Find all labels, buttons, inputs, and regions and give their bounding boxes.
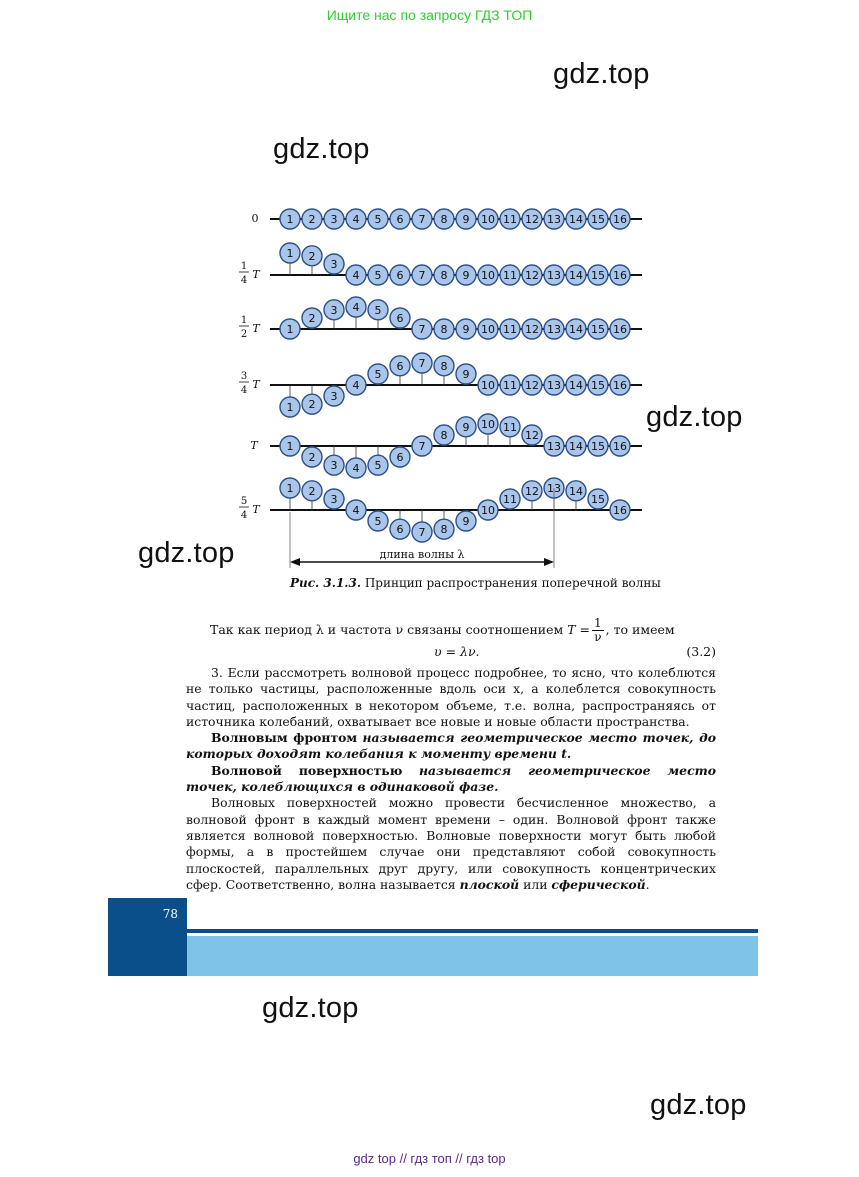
particle-label: 2 bbox=[308, 484, 316, 498]
row-label-symbol: T bbox=[252, 322, 260, 335]
particle-label: 13 bbox=[547, 440, 561, 453]
particle-label: 16 bbox=[613, 213, 627, 226]
particle-label: 13 bbox=[547, 269, 561, 282]
equation-number: (3.2) bbox=[686, 644, 716, 659]
search-hint-link[interactable]: Ищите нас по запросу ГДЗ ТОП bbox=[326, 7, 533, 23]
particle-label: 9 bbox=[462, 213, 470, 226]
row-label-denominator: 4 bbox=[240, 275, 248, 286]
particle-label: 1 bbox=[286, 401, 294, 414]
row-label-numerator: 1 bbox=[240, 315, 248, 326]
particle-label: 2 bbox=[308, 451, 316, 464]
particle-label: 9 bbox=[462, 368, 470, 381]
fraction: $\frac{1}{\nu}$ bbox=[594, 616, 602, 644]
particle-label: 11 bbox=[503, 493, 517, 506]
row-label-denominator: 2 bbox=[240, 329, 248, 340]
particle-label: 9 bbox=[462, 420, 470, 434]
particle-label: 11 bbox=[503, 269, 517, 282]
particle-label: 8 bbox=[440, 213, 448, 226]
row-label-symbol: T bbox=[252, 268, 260, 281]
particle-label: 11 bbox=[503, 420, 517, 434]
row-label-symbol: T bbox=[250, 439, 258, 452]
particle-label: 4 bbox=[352, 504, 360, 517]
particle-label: 1 bbox=[286, 440, 294, 453]
particle-label: 6 bbox=[396, 359, 404, 373]
row-label-numerator: 3 bbox=[240, 371, 248, 382]
footer-light-bar bbox=[187, 936, 758, 976]
particle-label: 14 bbox=[569, 323, 583, 336]
particle-label: 2 bbox=[308, 312, 316, 325]
particle-label: 6 bbox=[396, 213, 404, 226]
formula-line: Так как период λ и частота ν связаны соотношением T = $\frac{1}{\nu}$ , то имеем bbox=[210, 616, 675, 644]
wavelength-arrow-head-right bbox=[544, 558, 554, 566]
particle-label: 5 bbox=[374, 269, 382, 282]
watermark: gdz.top bbox=[650, 1089, 747, 1121]
watermark: gdz.top bbox=[553, 58, 650, 90]
particle-label: 9 bbox=[462, 515, 470, 528]
particle-label: 8 bbox=[440, 323, 448, 336]
particle-label: 12 bbox=[525, 429, 539, 442]
equation: υ = λν. bbox=[434, 644, 480, 659]
particle-label: 14 bbox=[569, 213, 583, 226]
particle-label: 12 bbox=[525, 323, 539, 336]
watermark: gdz.top bbox=[273, 133, 370, 165]
row-label-symbol: T bbox=[252, 378, 260, 391]
particle-label: 1 bbox=[286, 213, 294, 226]
particle-label: 3 bbox=[330, 459, 338, 473]
particle-label: 3 bbox=[330, 258, 338, 271]
particle-label: 6 bbox=[396, 451, 404, 464]
particle-label: 2 bbox=[308, 249, 316, 263]
row-label-numerator: 5 bbox=[240, 496, 248, 507]
particle-label: 9 bbox=[462, 269, 470, 282]
particle-label: 14 bbox=[569, 269, 583, 282]
particle-label: 10 bbox=[481, 379, 495, 392]
watermark: gdz.top bbox=[262, 992, 359, 1024]
particle-label: 13 bbox=[547, 379, 561, 392]
particle-label: 4 bbox=[352, 462, 360, 475]
particle-label: 10 bbox=[481, 213, 495, 226]
particle-label: 4 bbox=[352, 269, 360, 282]
particle-label: 11 bbox=[503, 323, 517, 336]
particle-label: 16 bbox=[613, 379, 627, 392]
bottom-links[interactable]: gdz top // гдз топ // гдз top bbox=[353, 1151, 506, 1166]
particle-label: 3 bbox=[330, 213, 338, 226]
particle-label: 3 bbox=[330, 390, 338, 403]
row-label-denominator: 4 bbox=[240, 510, 248, 521]
particle-label: 6 bbox=[396, 269, 404, 282]
wavelength-label: длина волны λ bbox=[379, 548, 465, 561]
particle-label: 5 bbox=[374, 213, 382, 226]
particle-label: 1 bbox=[286, 323, 294, 336]
particle-label: 5 bbox=[374, 459, 382, 473]
particle-label: 8 bbox=[440, 429, 448, 442]
paragraph-4: Волновых поверхностей можно провести бесчисленное множество, а волновой фронт в каждый момент времени – один. Волновой фронт также является волновой поверхностью. Волновые поверхности могут быть любой формы, а в простейшем случае они представляют собой совокупность плоскостей, параллельных друг другу, или совокупность концентрических сфер. Соответственно, волна называется плоской или сферической. bbox=[186, 795, 716, 892]
particle-label: 5 bbox=[374, 515, 382, 528]
particle-label: 5 bbox=[374, 303, 382, 317]
particle-label: 8 bbox=[440, 523, 448, 537]
paragraph-1: 3. Если рассмотреть волновой процесс подробнее, то ясно, что колеблются не только частицы, расположенные вдоль оси x, а колеблется совокупность частиц, расположенных в некотором объеме, т.е. волна, распространяясь от источника колебаний, охватывает все новые и новые области пространства. bbox=[186, 665, 716, 729]
particle-label: 1 bbox=[286, 247, 294, 260]
paragraph-2: Волновым фронтом называется геометрическое место точек, до которых доходят колебания к моменту времени t. bbox=[186, 730, 716, 762]
particle-label: 16 bbox=[613, 440, 627, 453]
particle-label: 7 bbox=[418, 323, 426, 336]
wavelength-arrow-head-left bbox=[290, 558, 300, 566]
particle-label: 6 bbox=[396, 312, 404, 325]
particle-label: 7 bbox=[418, 213, 426, 226]
particle-label: 1 bbox=[286, 482, 294, 495]
particle-label: 3 bbox=[330, 303, 338, 317]
particle-label: 4 bbox=[352, 213, 360, 226]
particle-label: 16 bbox=[613, 504, 627, 517]
particle-label: 12 bbox=[525, 379, 539, 392]
particle-label: 7 bbox=[418, 269, 426, 282]
particle-label: 10 bbox=[481, 504, 495, 517]
particle-label: 15 bbox=[591, 440, 605, 453]
paragraph-3: Волновой поверхностью называется геометрическое место точек, колеблющихся в одинаковой фазе. bbox=[186, 762, 716, 795]
particle-label: 10 bbox=[481, 269, 495, 282]
body-text bbox=[186, 665, 716, 893]
particle-label: 7 bbox=[418, 440, 426, 453]
particle-label: 4 bbox=[352, 379, 360, 392]
particle-label: 7 bbox=[418, 357, 426, 370]
particle-label: 12 bbox=[525, 484, 539, 498]
row-label-numerator: 1 bbox=[240, 261, 248, 272]
particle-label: 8 bbox=[440, 269, 448, 282]
transverse-wave-figure bbox=[230, 200, 650, 578]
watermark: gdz.top bbox=[646, 401, 743, 433]
row-label-symbol: 0 bbox=[251, 212, 259, 225]
particle-label: 16 bbox=[613, 269, 627, 282]
row-label-symbol: T bbox=[252, 503, 260, 516]
particle-label: 11 bbox=[503, 213, 517, 226]
footer-line bbox=[187, 929, 758, 933]
row-label-denominator: 4 bbox=[240, 385, 248, 396]
particle-label: 6 bbox=[396, 523, 404, 537]
particle-label: 12 bbox=[525, 269, 539, 282]
particle-label: 13 bbox=[547, 323, 561, 336]
particle-label: 15 bbox=[591, 269, 605, 282]
particle-label: 2 bbox=[308, 213, 316, 226]
particle-label: 14 bbox=[569, 379, 583, 392]
particle-label: 2 bbox=[308, 398, 316, 412]
particle-label: 13 bbox=[547, 213, 561, 226]
particle-label: 8 bbox=[440, 359, 448, 373]
particle-label: 16 bbox=[613, 323, 627, 336]
particle-label: 5 bbox=[374, 368, 382, 381]
particle-label: 15 bbox=[591, 493, 605, 506]
particle-label: 9 bbox=[462, 323, 470, 336]
particle-label: 12 bbox=[525, 213, 539, 226]
particle-label: 13 bbox=[547, 482, 561, 495]
particle-label: 3 bbox=[330, 493, 338, 506]
particle-label: 11 bbox=[503, 379, 517, 392]
particle-label: 15 bbox=[591, 213, 605, 226]
particle-label: 15 bbox=[591, 323, 605, 336]
particle-label: 10 bbox=[481, 418, 495, 431]
particle-label: 10 bbox=[481, 323, 495, 336]
particle-label: 14 bbox=[569, 484, 583, 498]
watermark: gdz.top bbox=[138, 537, 235, 569]
particle-label: 15 bbox=[591, 379, 605, 392]
page-number: 78 bbox=[162, 907, 178, 921]
particle-label: 7 bbox=[418, 526, 426, 539]
figure-caption: Рис. 3.1.3. Принцип распространения поперечной волны bbox=[290, 576, 661, 590]
particle-label: 14 bbox=[569, 440, 583, 453]
particle-label: 4 bbox=[352, 301, 360, 314]
